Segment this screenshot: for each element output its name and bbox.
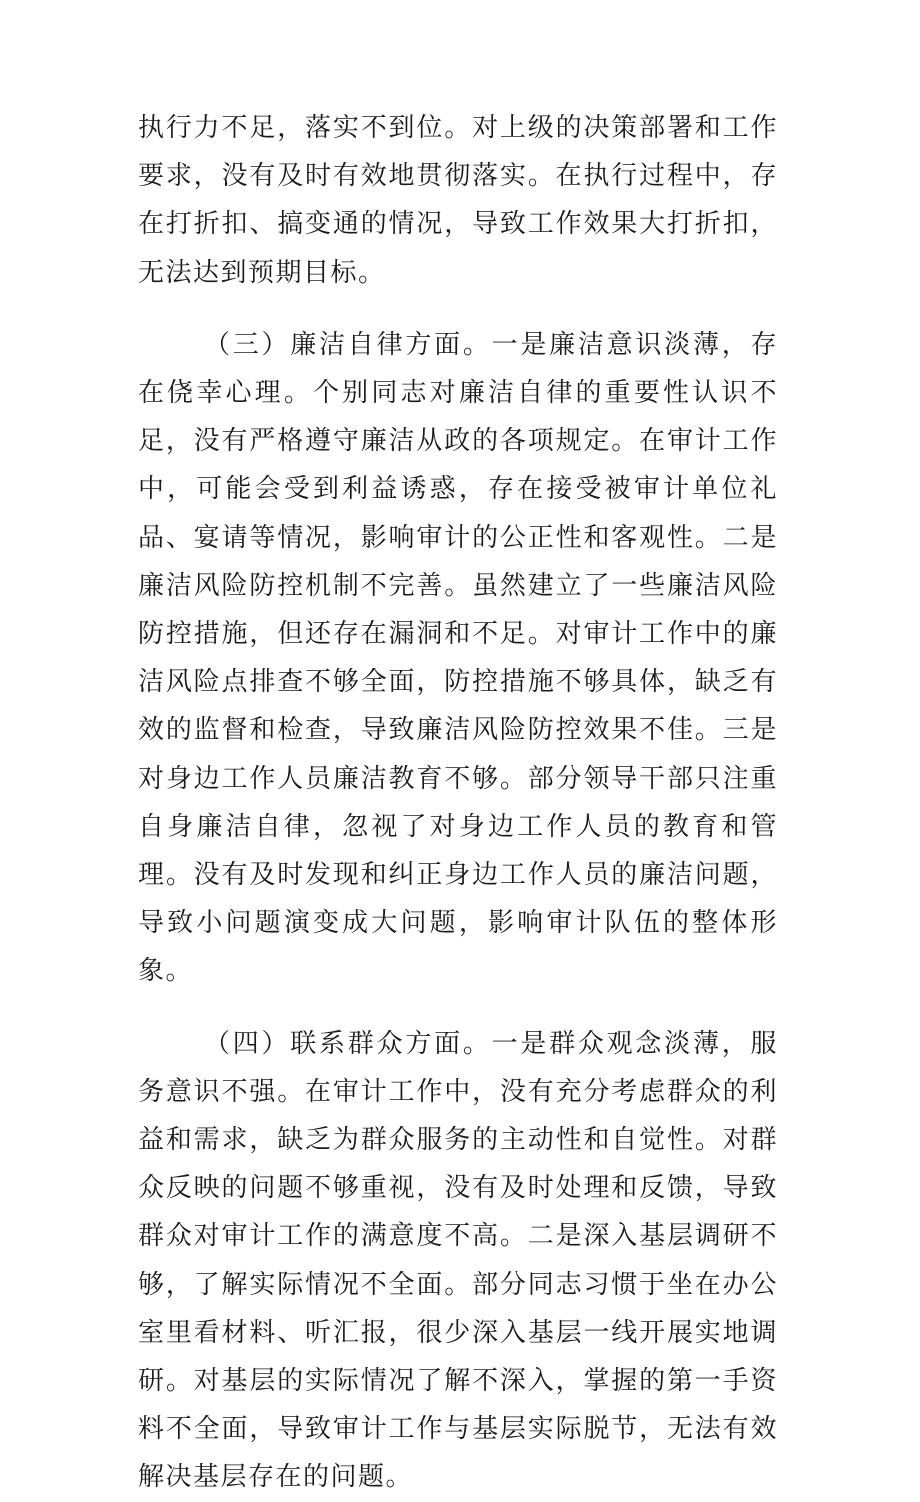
document-body xyxy=(138,104,778,1502)
paragraph-connecting-with-masses: （四）联系群众方面。一是群众观念淡薄，服务意识不强。在审计工作中，没有充分考虑群众的利益和需求，缺乏为群众服务的主动性和自觉性。对群众反映的问题不够重视，没有及时处理和反馈，导致群众对审计工作的满意度不高。二是深入基层调研不够，了解实际情况不全面。部分同志习惯于坐在办公室里看材料、听汇报，很少深入基层一线开展实地调研。对基层的实际情况了解不深入，掌握的第一手资料不全面，导致审计工作与基层实际脱节，无法有效解决基层存在的问题。 xyxy=(138,1028,778,1493)
paragraph-execution: 执行力不足，落实不到位。对上级的决策部署和工作要求，没有及时有效地贯彻落实。在执行过程中，存在打折扣、搞变通的情况，导致工作效果大打折扣，无法达到预期目标。 xyxy=(138,113,778,288)
paragraph-integrity-self-discipline: （三）廉洁自律方面。一是廉洁意识淡薄，存在侥幸心理。个别同志对廉洁自律的重要性认识不足，没有严格遵守廉洁从政的各项规定。在审计工作中，可能会受到利益诱惑，存在接受被审计单位礼品、宴请等情况，影响审计的公正性和客观性。二是廉洁风险防控机制不完善。虽然建立了一些廉洁风险防控措施，但还存在漏洞和不足。对审计工作中的廉洁风险点排查不够全面，防控措施不够具体，缺乏有效的监督和检查，导致廉洁风险防控效果不佳。三是对身边工作人员廉洁教育不够。部分领导干部只注重自身廉洁自律，忽视了对身边工作人员的教育和管理。没有及时发现和纠正身边工作人员的廉洁问题，导致小问题演变成大问题，影响审计队伍的整体形象。 xyxy=(138,329,778,987)
